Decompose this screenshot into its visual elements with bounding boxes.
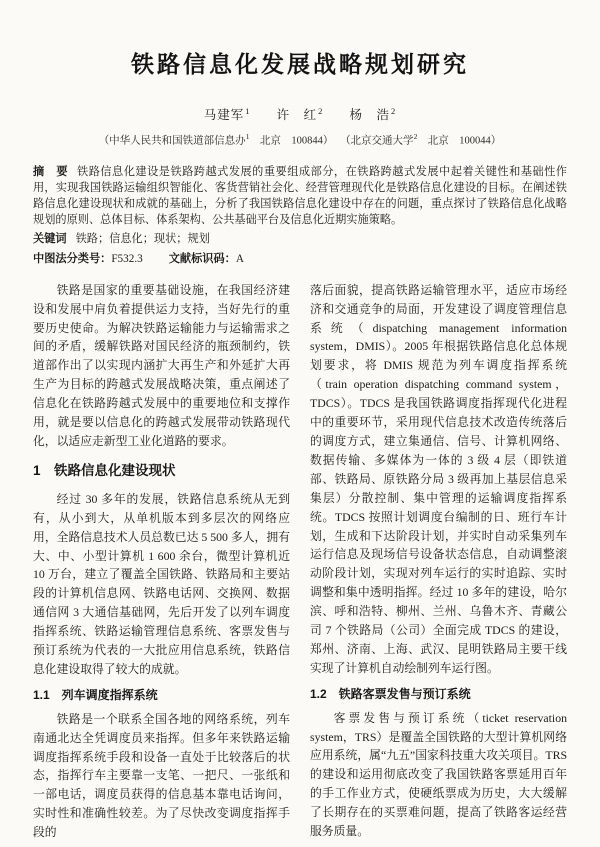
- author-superscript: 1: [245, 105, 251, 116]
- author-superscript: 2: [391, 105, 397, 116]
- section-1-paragraph: 经过 30 多年的发展，铁路信息系统从无到有，从小到大，从单机版本到多层次的网络应用，全路信息技术人员总数已达 5 500 多人，拥有大、中、小型计算机 1 600 余台，微型计算机近 10 万台，建立了覆盖全国铁路、铁路局和主要站段的计算机信息网、铁路电话网、交换网、数据通信网 3 大通信基础网，先后开发了以列车调度指挥系统、铁路运输管理信息系统、客票发售与预订系统为代表的一大批应用信息系统，铁路信息化建设取得了较大的成就。: [33, 491, 290, 676]
- section-1-2-paragraph: 客票发售与预订系统（ticket reservation system，TRS）是覆盖全国铁路的大型计算机网络应用系统，属“九五”国家科技重大攻关项目。TRS 的建设和运用彻底改变了我国铁路客票延用百年的手工作业方式，使硬纸票成为历史，大大缓解了长期存在的买票难问题，提高了铁路客运经营服务质量。: [310, 710, 567, 839]
- affiliation: [340, 132, 501, 148]
- section-1-2-heading: 1.2 铁路客票发售与预订系统: [310, 686, 471, 701]
- author-name: 许 红: [276, 108, 318, 122]
- clc-value: F532.3: [111, 252, 143, 265]
- doc-code-value: A: [235, 252, 244, 265]
- abstract-label: 摘 要: [33, 165, 69, 178]
- author-name: 杨 浩: [349, 108, 391, 122]
- affiliation-line: [33, 132, 567, 148]
- author-superscript: 2: [318, 105, 324, 116]
- author-name: 马建军: [203, 108, 245, 122]
- affiliation-superscript: 2: [413, 132, 418, 141]
- affiliation-name: （北京交通大学: [340, 135, 414, 147]
- doc-code-label: 文献标识码：: [168, 252, 236, 265]
- section-1-heading: 1 铁路信息化建设现状: [33, 462, 176, 478]
- meta-block: [33, 164, 567, 267]
- right-column: [310, 281, 567, 842]
- keywords-line: [33, 231, 567, 247]
- author: [204, 105, 251, 123]
- keywords-text: 铁路；信息化；现状；规划: [75, 233, 210, 246]
- affiliation-city: 北京 100844）: [249, 135, 334, 147]
- left-column: [33, 281, 290, 842]
- classification-line: [33, 251, 567, 267]
- affiliation-name: （中华人民共和国铁道部信息办: [98, 135, 246, 147]
- intro-paragraph: 铁路是国家的重要基础设施，在我国经济建设和发展中肩负着提供运力支持，当好先行的重要历史使命。为解决铁路运输能力与运输需求之间的矛盾，缓解铁路对国民经济的瓶颈制约，铁道部作出了以实现内涵扩大再生产和外延扩大再生产为目标的跨越式发展战略决策，重点阐述了信息化在铁路跨越式发展中的重要地位和支撑作用，就是要以信息化的跨越式发展带动铁路现代化，以适应走新型工业化道路的要求。: [33, 282, 290, 448]
- section-1-1-paragraph: 铁路是一个联系全国各地的网络系统，列车南通北达全凭调度员来指挥。但多年来铁路运输调度指挥系统手段和设备一直处于比较落后的状态，指挥行车主要靠一支笔、一把尺、一张纸和一部电话，调度员获得的信息基本靠电话询问，实时性和准确性较差。为了尽快改变调度指挥手段的: [33, 711, 290, 840]
- affiliation: [99, 132, 334, 148]
- authors-line: [33, 105, 567, 123]
- keywords-label: 关键词: [33, 233, 67, 246]
- author: [350, 105, 397, 123]
- paper-title: 铁路信息化发展战略规划研究: [131, 51, 469, 77]
- affiliation-city: 北京 100044）: [417, 135, 502, 147]
- abstract-text: 铁路信息化建设是铁路跨越式发展的重要组成部分，在铁路跨越式发展中起着关键性和基础性作用，实现我国铁路运输组织智能化、客货营销社会化、经营管理现代化是铁路信息化建设的目标。在阐述铁路信息化建设现状和成就的基础上，分析了我国铁路信息化建设中存在的问题，重点探讨了铁路信息化战略规划的原则、总体目标、体系架构、公共基础平台及信息化近期实施策略。: [33, 165, 567, 227]
- clc-label: 中图法分类号：: [33, 252, 112, 265]
- abstract-block: [33, 164, 567, 229]
- continuation-paragraph: 落后面貌，提高铁路运输管理水平，适应市场经济和交通竞争的局面，开发建设了调度管理信息系统（dispatching management information system，DMIS）。2005 年根据铁路信息化总体规划要求，将 DMIS 规范为列车调度指挥系统（train operation dispatching command system，TDCS）。TDCS 是我国铁路调度指挥现代化进程中的重要环节，采用现代信息技术改造传统落后的调度方式，建立集通信、信号、计算机网络、数据传输、多媒体为一体的 3 级 4 层（即铁道部、铁路局、原铁路分局 3 级再加上基层信息采集层）分散控制、集中管理的运输调度指挥系统。TDCS 按照计划调度台编制的日、班行车计划，生成和下达阶段计划，并实时自动采集列车运行信息及现场信号设备状态信息，自动调整滚动阶段计划，实现对列车运行的实时追踪、实时调整和集中透明指挥。经过 10 多年的建设，哈尔滨、呼和浩特、柳州、兰州、乌鲁木齐、青藏公司 7 个铁路局（公司）全面完成 TDCS 的建设，郑州、济南、上海、武汉、昆明铁路局主要干线实现了计算机自动绘制列车运行图。: [310, 282, 567, 675]
- body-columns: [33, 281, 567, 842]
- section-1-1-heading: 1.1 列车调度指挥系统: [33, 687, 158, 702]
- affiliation-superscript: 1: [245, 132, 250, 141]
- author: [277, 105, 324, 123]
